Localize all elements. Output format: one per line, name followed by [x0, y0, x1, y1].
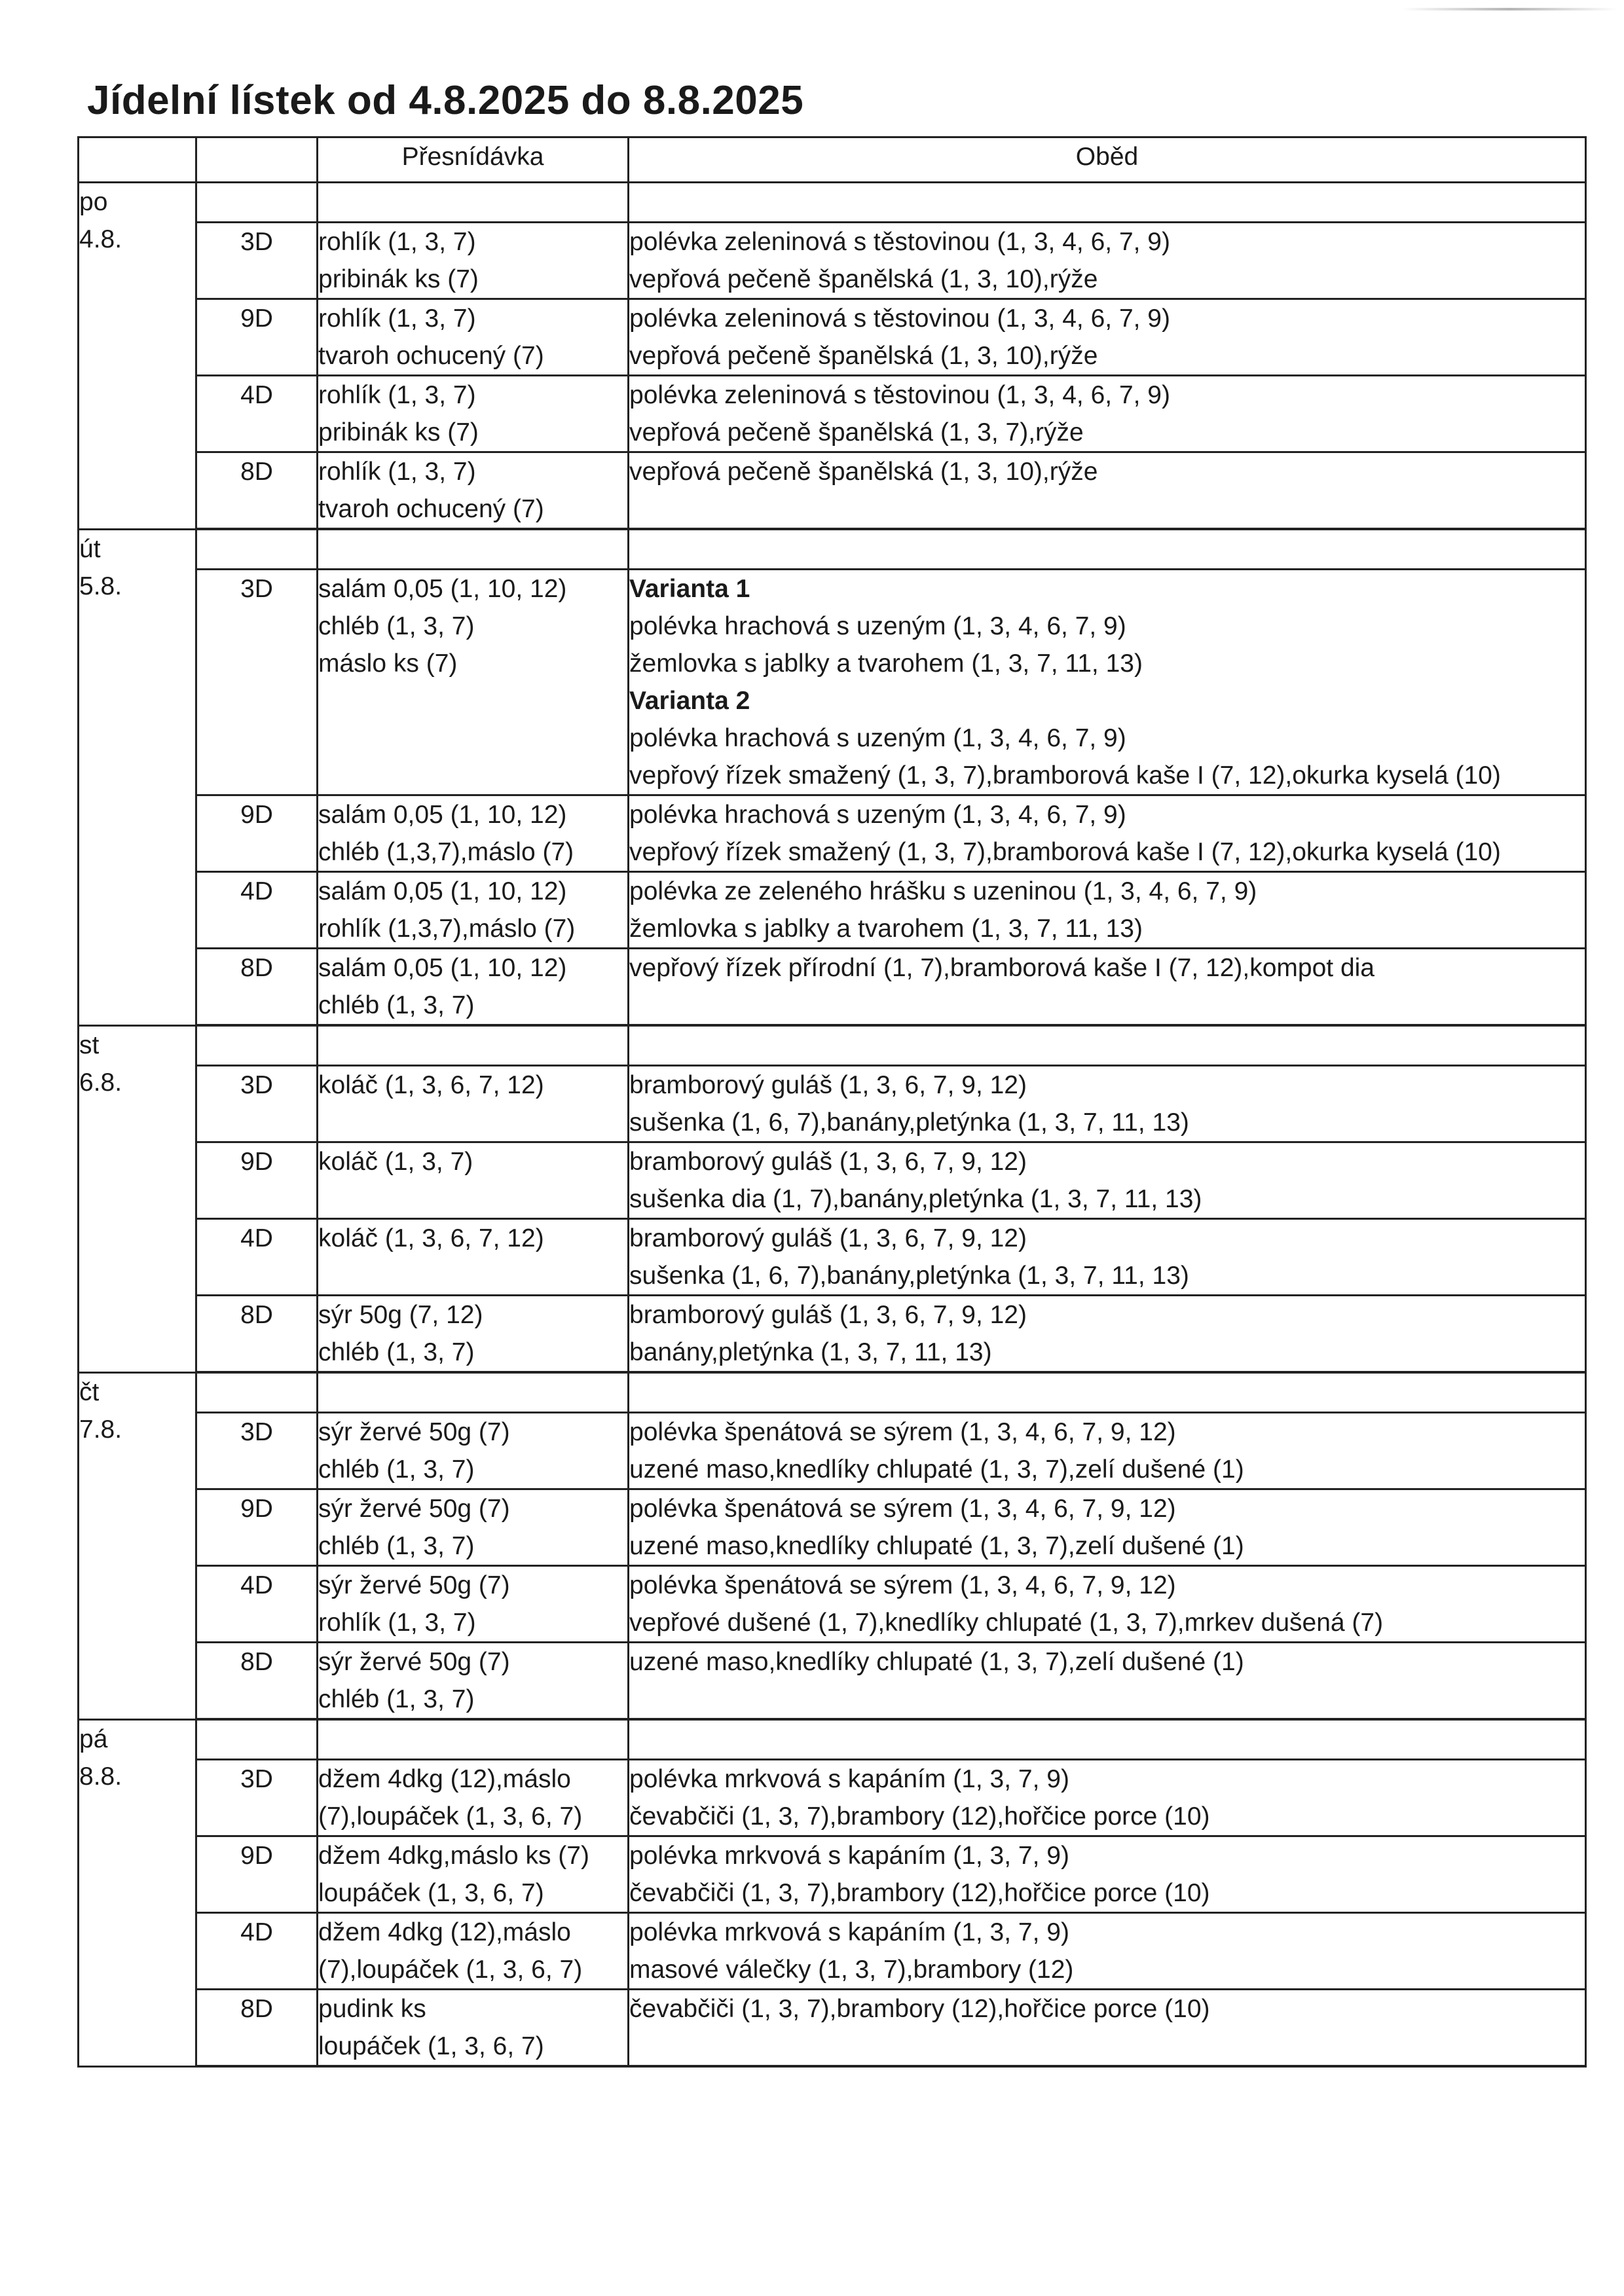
lunch-line: vepřová pečeně španělská (1, 3, 10),rýže — [629, 342, 1098, 370]
spacer-cell — [318, 529, 629, 570]
spacer-cell — [196, 529, 318, 570]
lunch-line: uzené maso,knedlíky chlupaté (1, 3, 7),zelí dušené (1) — [629, 1455, 1244, 1484]
lunch-line: vepřový řízek smažený (1, 3, 7),bramborová kaše I (7, 12),okurka kyselá (10) — [629, 761, 1501, 790]
table-row — [79, 1413, 1586, 1489]
lunch-cell — [629, 1066, 1586, 1142]
lunch-cell — [629, 1219, 1586, 1296]
day-date: 8.8. — [79, 1762, 122, 1791]
class-code: 9D — [196, 1489, 318, 1566]
table-row — [79, 1760, 1586, 1836]
lunch-line: uzené maso,knedlíky chlupaté (1, 3, 7),zelí dušené (1) — [629, 1648, 1244, 1676]
snack-line: sýr žervé 50g (7) — [318, 1495, 510, 1523]
day-cell — [79, 1372, 196, 1719]
snack-line: rohlík (1, 3, 7) — [318, 304, 476, 333]
header-lunch: Oběd — [629, 137, 1586, 183]
snack-line: chléb (1, 3, 7) — [318, 1685, 475, 1713]
snack-line: rohlík (1, 3, 7) — [318, 458, 476, 486]
lunch-cell — [629, 1990, 1586, 2067]
snack-line: koláč (1, 3, 7) — [318, 1148, 473, 1176]
snack-cell — [318, 1913, 629, 1990]
lunch-line: žemlovka s jablky a tvarohem (1, 3, 7, 11, 13) — [629, 649, 1143, 678]
class-code: 4D — [196, 872, 318, 949]
snack-line: chléb (1, 3, 7) — [318, 1532, 475, 1560]
snack-line: sýr žervé 50g (7) — [318, 1418, 510, 1446]
snack-cell — [318, 1990, 629, 2067]
lunch-cell — [629, 872, 1586, 949]
class-code: 3D — [196, 1760, 318, 1836]
class-code: 9D — [196, 1142, 318, 1219]
snack-cell — [318, 1413, 629, 1489]
lunch-line: polévka špenátová se sýrem (1, 3, 4, 6, 7, 9, 12) — [629, 1495, 1176, 1523]
day-date: 7.8. — [79, 1415, 122, 1444]
day-spacer-row — [79, 1372, 1586, 1413]
header-snack: Přesnídávka — [318, 137, 629, 183]
lunch-line: žemlovka s jablky a tvarohem (1, 3, 7, 11, 13) — [629, 915, 1143, 943]
snack-line: chléb (1, 3, 7) — [318, 612, 475, 640]
class-code: 3D — [196, 1413, 318, 1489]
class-code: 8D — [196, 949, 318, 1026]
snack-cell — [318, 1142, 629, 1219]
spacer-cell — [629, 529, 1586, 570]
spacer-cell — [629, 1719, 1586, 1760]
lunch-line: vepřová pečeně španělská (1, 3, 10),rýže — [629, 458, 1098, 486]
snack-cell — [318, 1066, 629, 1142]
lunch-line: banány,pletýnka (1, 3, 7, 11, 13) — [629, 1338, 992, 1366]
spacer-cell — [629, 1372, 1586, 1413]
lunch-cell — [629, 1489, 1586, 1566]
spacer-cell — [318, 1372, 629, 1413]
class-code: 4D — [196, 1566, 318, 1643]
snack-line: rohlík (1, 3, 7) — [318, 381, 476, 409]
lunch-line — [629, 490, 1585, 528]
lunch-cell — [629, 1566, 1586, 1643]
header-class — [196, 137, 318, 183]
snack-line: džem 4dkg,máslo ks (7) — [318, 1842, 589, 1870]
day-cell — [79, 529, 196, 1025]
day-spacer-row — [79, 183, 1586, 223]
class-code: 8D — [196, 1990, 318, 2067]
snack-cell — [318, 1566, 629, 1643]
lunch-cell — [629, 376, 1586, 452]
snack-cell — [318, 795, 629, 872]
lunch-cell — [629, 1142, 1586, 1219]
snack-line: sýr 50g (7, 12) — [318, 1301, 483, 1329]
table-row — [79, 872, 1586, 949]
lunch-line: uzené maso,knedlíky chlupaté (1, 3, 7),zelí dušené (1) — [629, 1532, 1244, 1560]
lunch-cell — [629, 452, 1586, 530]
table-row — [79, 570, 1586, 795]
snack-line: tvaroh ochucený (7) — [318, 342, 544, 370]
lunch-cell — [629, 1836, 1586, 1913]
snack-line: pribinák ks (7) — [318, 265, 479, 293]
snack-line: (7),loupáček (1, 3, 6, 7) — [318, 1956, 583, 1984]
snack-line — [318, 1257, 627, 1294]
table-row — [79, 1066, 1586, 1142]
lunch-line: bramborový guláš (1, 3, 6, 7, 9, 12) — [629, 1071, 1027, 1099]
table-row — [79, 1142, 1586, 1219]
day-spacer-row — [79, 1025, 1586, 1066]
class-code: 3D — [196, 223, 318, 299]
spacer-cell — [196, 1372, 318, 1413]
lunch-line: polévka hrachová s uzeným (1, 3, 4, 6, 7, 9) — [629, 612, 1126, 640]
snack-cell — [318, 872, 629, 949]
snack-cell — [318, 1836, 629, 1913]
snack-line: sýr žervé 50g (7) — [318, 1571, 510, 1599]
lunch-line: sušenka (1, 6, 7),banány,pletýnka (1, 3, 7, 11, 13) — [629, 1108, 1189, 1137]
snack-line: koláč (1, 3, 6, 7, 12) — [318, 1224, 544, 1252]
snack-cell — [318, 223, 629, 299]
snack-cell — [318, 376, 629, 452]
day-name: čt — [79, 1377, 100, 1406]
lunch-line: čevabčiči (1, 3, 7),brambory (12),hořčice porce (10) — [629, 1802, 1210, 1831]
lunch-cell — [629, 570, 1586, 795]
snack-line: salám 0,05 (1, 10, 12) — [318, 801, 567, 829]
lunch-line: polévka zeleninová s těstovinou (1, 3, 4, 6, 7, 9) — [629, 304, 1170, 333]
scan-artifact — [1401, 8, 1617, 10]
class-code: 9D — [196, 299, 318, 376]
snack-cell — [318, 570, 629, 795]
snack-cell — [318, 1489, 629, 1566]
lunch-line: polévka zeleninová s těstovinou (1, 3, 4, 6, 7, 9) — [629, 228, 1170, 256]
lunch-line: bramborový guláš (1, 3, 6, 7, 9, 12) — [629, 1148, 1027, 1176]
lunch-line: polévka mrkvová s kapáním (1, 3, 7, 9) — [629, 1842, 1069, 1870]
lunch-line: vepřové dušené (1, 7),knedlíky chlupaté (1, 3, 7),mrkev dušená (7) — [629, 1609, 1384, 1637]
class-code: 8D — [196, 1296, 318, 1373]
lunch-cell — [629, 795, 1586, 872]
lunch-line: bramborový guláš (1, 3, 6, 7, 9, 12) — [629, 1224, 1027, 1252]
snack-line: salám 0,05 (1, 10, 12) — [318, 575, 567, 603]
class-code: 9D — [196, 1836, 318, 1913]
lunch-line: čevabčiči (1, 3, 7),brambory (12),hořčice porce (10) — [629, 1995, 1210, 2023]
snack-line: máslo ks (7) — [318, 649, 458, 678]
lunch-line: sušenka (1, 6, 7),banány,pletýnka (1, 3, 7, 11, 13) — [629, 1262, 1189, 1290]
snack-line: rohlík (1, 3, 7) — [318, 1609, 476, 1637]
spacer-cell — [318, 1719, 629, 1760]
lunch-cell — [629, 1643, 1586, 1720]
day-name: st — [79, 1030, 100, 1059]
day-spacer-row — [79, 529, 1586, 570]
lunch-line — [629, 2028, 1585, 2065]
menu-table — [77, 136, 1587, 2068]
snack-line: chléb (1, 3, 7) — [318, 1338, 475, 1366]
snack-line: salám 0,05 (1, 10, 12) — [318, 877, 567, 905]
lunch-line — [629, 1681, 1585, 1718]
lunch-line: čevabčiči (1, 3, 7),brambory (12),hořčice porce (10) — [629, 1879, 1210, 1907]
snack-line: rohlík (1, 3, 7) — [318, 228, 476, 256]
snack-cell — [318, 1296, 629, 1373]
snack-line — [318, 682, 627, 720]
lunch-line: sušenka dia (1, 7),banány,pletýnka (1, 3, 7, 11, 13) — [629, 1185, 1202, 1213]
lunch-line: polévka ze zeleného hrášku s uzeninou (1, 3, 4, 6, 7, 9) — [629, 877, 1257, 905]
table-row — [79, 1296, 1586, 1373]
table-row — [79, 1219, 1586, 1296]
snack-line: chléb (1,3,7),máslo (7) — [318, 838, 574, 866]
lunch-cell — [629, 223, 1586, 299]
spacer-cell — [629, 183, 1586, 223]
spacer-cell — [318, 1025, 629, 1066]
class-code: 4D — [196, 376, 318, 452]
snack-line: pribinák ks (7) — [318, 418, 479, 446]
page-title: Jídelní lístek od 4.8.2025 do 8.8.2025 — [87, 78, 804, 123]
table-row — [79, 1913, 1586, 1990]
snack-line: rohlík (1,3,7),máslo (7) — [318, 915, 576, 943]
lunch-line: Varianta 2 — [629, 687, 750, 715]
snack-line: džem 4dkg (12),máslo — [318, 1918, 571, 1946]
snack-line: loupáček (1, 3, 6, 7) — [318, 2032, 544, 2060]
snack-line: koláč (1, 3, 6, 7, 12) — [318, 1071, 544, 1099]
class-code: 3D — [196, 1066, 318, 1142]
snack-cell — [318, 299, 629, 376]
table-row — [79, 1566, 1586, 1643]
snack-line: tvaroh ochucený (7) — [318, 495, 544, 523]
lunch-line: masové válečky (1, 3, 7),brambory (12) — [629, 1956, 1074, 1984]
lunch-line: polévka mrkvová s kapáním (1, 3, 7, 9) — [629, 1918, 1069, 1946]
table-row — [79, 795, 1586, 872]
snack-line: sýr žervé 50g (7) — [318, 1648, 510, 1676]
snack-line: (7),loupáček (1, 3, 6, 7) — [318, 1802, 583, 1831]
spacer-cell — [318, 183, 629, 223]
lunch-line: vepřová pečeně španělská (1, 3, 7),rýže — [629, 418, 1084, 446]
snack-line: salám 0,05 (1, 10, 12) — [318, 954, 567, 982]
table-row — [79, 299, 1586, 376]
class-code: 4D — [196, 1913, 318, 1990]
class-code: 3D — [196, 570, 318, 795]
class-code: 9D — [196, 795, 318, 872]
spacer-cell — [196, 1025, 318, 1066]
lunch-cell — [629, 1760, 1586, 1836]
day-spacer-row — [79, 1719, 1586, 1760]
day-date: 6.8. — [79, 1068, 122, 1097]
table-row — [79, 1643, 1586, 1720]
day-name: pá — [79, 1724, 108, 1753]
lunch-line — [629, 987, 1585, 1024]
snack-line — [318, 1104, 627, 1141]
table-row — [79, 452, 1586, 530]
snack-cell — [318, 1760, 629, 1836]
class-code: 4D — [196, 1219, 318, 1296]
snack-cell — [318, 1219, 629, 1296]
snack-cell — [318, 1643, 629, 1720]
lunch-line: bramborový guláš (1, 3, 6, 7, 9, 12) — [629, 1301, 1027, 1329]
day-cell — [79, 1719, 196, 2066]
snack-line: pudink ks — [318, 1995, 426, 2023]
snack-line — [318, 1180, 627, 1218]
lunch-line: polévka zeleninová s těstovinou (1, 3, 4, 6, 7, 9) — [629, 381, 1170, 409]
snack-cell — [318, 949, 629, 1026]
lunch-line: Varianta 1 — [629, 575, 750, 603]
lunch-cell — [629, 1296, 1586, 1373]
spacer-cell — [196, 1719, 318, 1760]
snack-line: chléb (1, 3, 7) — [318, 991, 475, 1019]
class-code: 8D — [196, 1643, 318, 1720]
day-cell — [79, 183, 196, 530]
class-code: 8D — [196, 452, 318, 530]
spacer-cell — [196, 183, 318, 223]
table-row — [79, 949, 1586, 1026]
lunch-line: polévka mrkvová s kapáním (1, 3, 7, 9) — [629, 1765, 1069, 1793]
lunch-line: vepřová pečeně španělská (1, 3, 10),rýže — [629, 265, 1098, 293]
table-row — [79, 1990, 1586, 2067]
lunch-line: polévka špenátová se sýrem (1, 3, 4, 6, 7, 9, 12) — [629, 1571, 1176, 1599]
snack-line: džem 4dkg (12),máslo — [318, 1765, 571, 1793]
lunch-cell — [629, 949, 1586, 1026]
table-row — [79, 1836, 1586, 1913]
menu-body — [79, 183, 1586, 2067]
lunch-line: vepřový řízek přírodní (1, 7),bramborová kaše I (7, 12),kompot dia — [629, 954, 1375, 982]
lunch-line: polévka hrachová s uzeným (1, 3, 4, 6, 7, 9) — [629, 724, 1126, 752]
snack-line: chléb (1, 3, 7) — [318, 1455, 475, 1484]
snack-line — [318, 757, 627, 794]
lunch-line: polévka špenátová se sýrem (1, 3, 4, 6, 7, 9, 12) — [629, 1418, 1176, 1446]
day-date: 4.8. — [79, 225, 122, 253]
day-name: po — [79, 188, 108, 216]
lunch-line: polévka hrachová s uzeným (1, 3, 4, 6, 7, 9) — [629, 801, 1126, 829]
lunch-line: vepřový řízek smažený (1, 3, 7),bramborová kaše I (7, 12),okurka kyselá (10) — [629, 838, 1501, 866]
table-row — [79, 223, 1586, 299]
snack-line: loupáček (1, 3, 6, 7) — [318, 1879, 544, 1907]
lunch-cell — [629, 1913, 1586, 1990]
snack-cell — [318, 452, 629, 530]
lunch-cell — [629, 299, 1586, 376]
table-row — [79, 1489, 1586, 1566]
spacer-cell — [629, 1025, 1586, 1066]
day-cell — [79, 1025, 196, 1372]
day-name: út — [79, 534, 101, 563]
lunch-cell — [629, 1413, 1586, 1489]
day-date: 5.8. — [79, 572, 122, 600]
table-row — [79, 376, 1586, 452]
snack-line — [318, 720, 627, 757]
header-day — [79, 137, 196, 183]
header-row — [79, 137, 1586, 183]
